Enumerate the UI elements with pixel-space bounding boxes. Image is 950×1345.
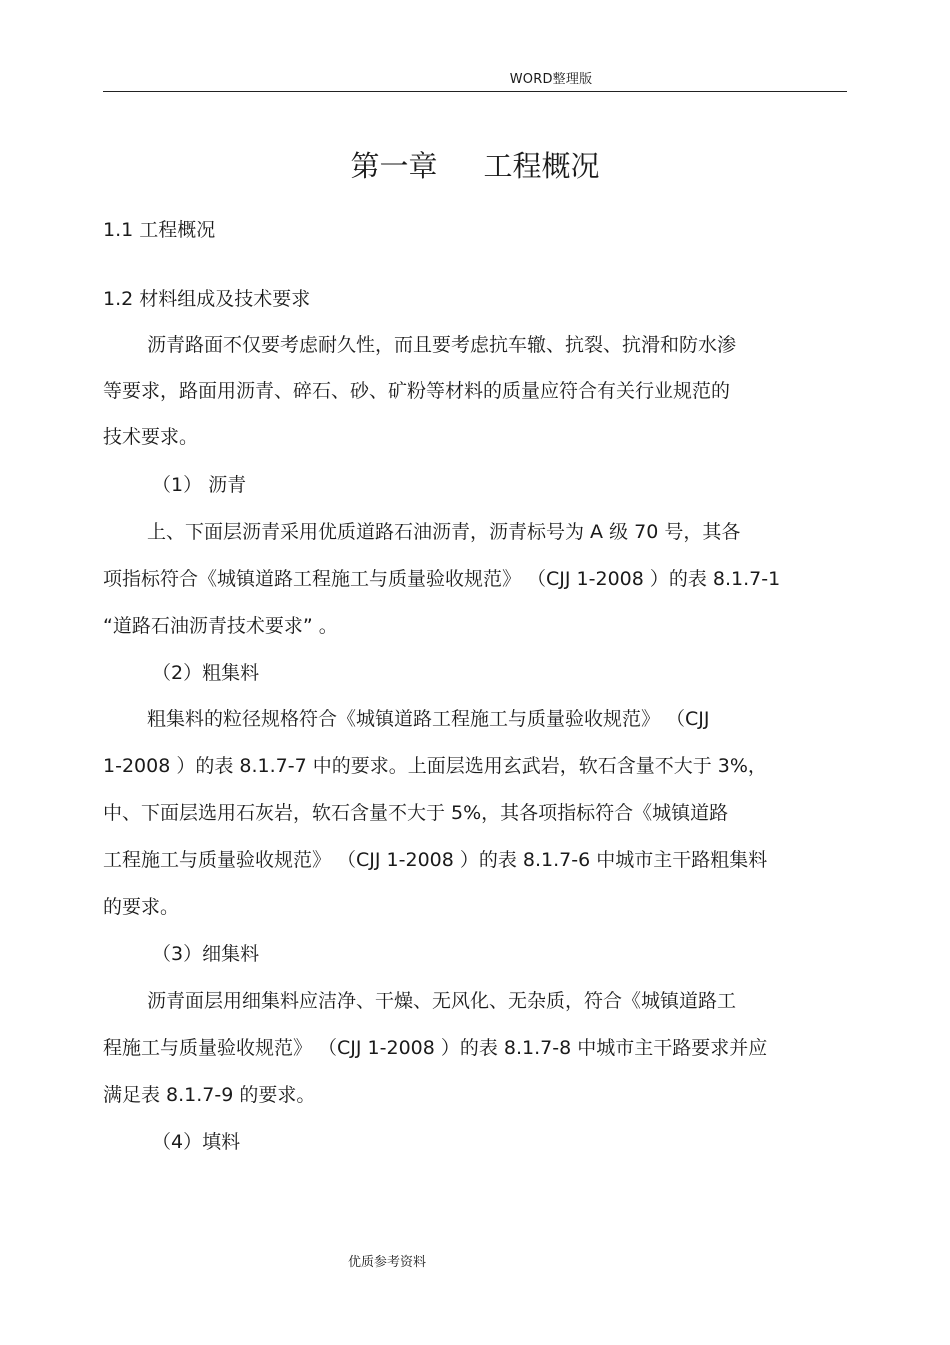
section-heading-1-2: 1.2 材料组成及技术要求 — [103, 288, 311, 310]
paragraph-line: 等要求，路面用沥青、碎石、砂、矿粉等材料的质量应符合有关行业规范的 — [103, 380, 731, 402]
subsection-heading-1: （1） 沥青 — [152, 474, 247, 496]
subsection-heading-4: （4）填料 — [152, 1131, 241, 1153]
paragraph-line: 上、下面层沥青采用优质道路石油沥青，沥青标号为 A 级 70 号，其各 — [147, 521, 741, 543]
paragraph-line: 技术要求。 — [103, 426, 199, 448]
page-footer — [0, 1251, 950, 1270]
paragraph-line: 1-2008 ）的表 8.1.7-7 中的要求。上面层选用玄武岩，软石含量不大于 3%， — [103, 755, 767, 777]
paragraph-line: “道路石油沥青技术要求” 。 — [103, 615, 338, 637]
header-text: WORD整理版 — [509, 72, 593, 87]
chapter-number: 第一章 — [350, 149, 438, 183]
paragraph-line: 项指标符合《城镇道路工程施工与质量验收规范》 （CJJ 1-2008 ）的表 8.1.7-1 — [103, 568, 781, 590]
paragraph-line: 的要求。 — [103, 896, 180, 918]
paragraph-line: 沥青路面不仅要考虑耐久性，而且要考虑抗车辙、抗裂、抗滑和防水渗 — [147, 334, 737, 356]
footer-text: 优质参考资料 — [347, 1255, 426, 1270]
paragraph-line: 沥青面层用细集料应洁净、干燥、无风化、无杂质，符合《城镇道路工 — [147, 990, 737, 1012]
chapter-name: 工程概况 — [483, 149, 600, 183]
page-header — [0, 68, 950, 87]
subsection-heading-2: （2）粗集料 — [152, 662, 260, 684]
paragraph-line: 中、下面层选用石灰岩，软石含量不大于 5%，其各项指标符合《城镇道路 — [103, 802, 729, 824]
chapter-title — [0, 144, 950, 185]
section-heading-1-1: 1.1 工程概况 — [103, 219, 216, 241]
subsection-heading-3: （3）细集料 — [152, 943, 260, 965]
paragraph-line: 工程施工与质量验收规范》 （CJJ 1-2008 ）的表 8.1.7-6 中城市主干路粗集料 — [103, 849, 768, 871]
paragraph-line: 粗集料的粒径规格符合《城镇道路工程施工与质量验收规范》 （CJJ — [147, 708, 710, 730]
header-rule — [103, 91, 847, 92]
paragraph-line: 程施工与质量验收规范》 （CJJ 1-2008 ）的表 8.1.7-8 中城市主干路要求并应 — [103, 1037, 768, 1059]
paragraph-line: 满足表 8.1.7-9 的要求。 — [103, 1084, 316, 1106]
